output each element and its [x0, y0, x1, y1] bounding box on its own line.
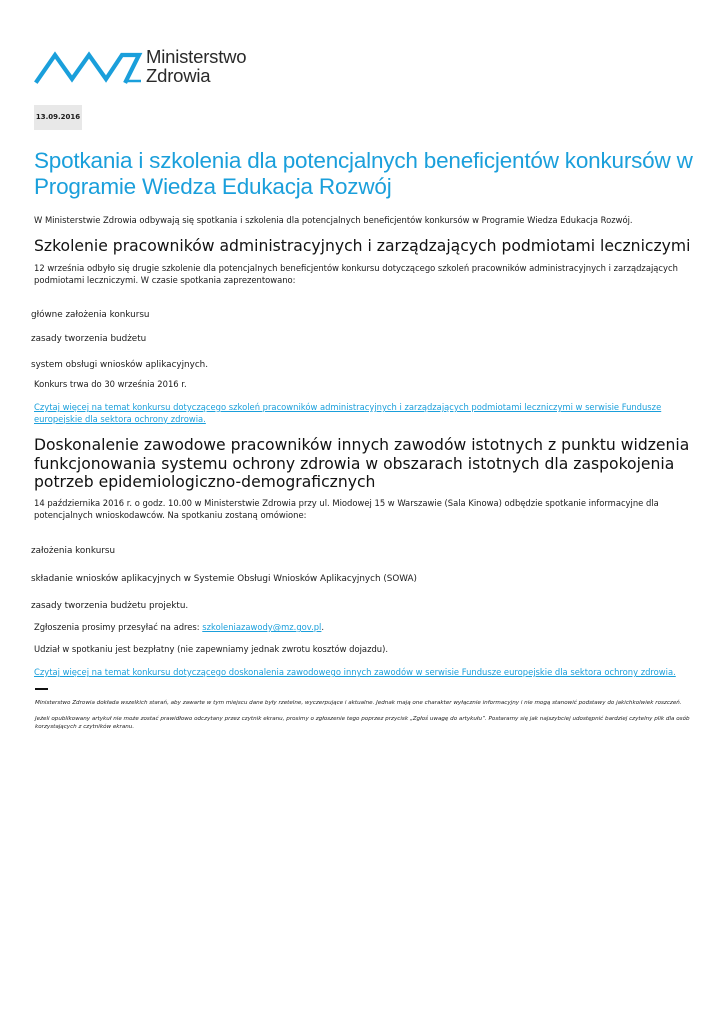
logo-line-1: Ministerstwo [146, 46, 247, 67]
logo-text [146, 47, 246, 85]
section2-contact [34, 622, 694, 634]
footer-accessibility-note: Jeżeli opublikowany artykuł nie może zostać prawidłowo odczytany przez czytnik ekranu, prosimy o zgłoszenie tego poprzez przycisk „Zgłoś uwagę do artykułu”. Postaramy się jak najszybciej udostępnić bardziej czytelny plik dla osób korzystających z czytników ekranu. [35, 716, 690, 730]
footer-separator [35, 688, 48, 690]
page-title: Spotkania i szkolenia dla potencjalnych beneficjentów konkursów w Programie Wiedza Edukacja Rozwój [34, 148, 693, 199]
contact-email-link[interactable]: szkoleniazawody@mz.gov.pl [202, 622, 322, 632]
intro-text: W Ministerstwie Zdrowia odbywają się spotkania i szkolenia dla potencjalnych beneficjentów konkursów w Programie Wiedza Edukacja Rozwój. [34, 215, 633, 225]
list-item: zasady tworzenia budżetu [31, 334, 147, 344]
logo-line-2: Zdrowia [146, 65, 211, 86]
section1-deadline: Konkurs trwa do 30 września 2016 r. [34, 379, 187, 389]
section1-read-more-link[interactable]: Czytaj więcej na temat konkursu dotyczącego szkoleń pracowników administracyjnych i zarządzających podmiotami leczniczymi w serwisie Fundusze europejskie dla sektora ochrony zdrowia. [34, 402, 662, 424]
section1-heading: Szkolenie pracowników administracyjnych i zarządzających podmiotami leczniczymi [34, 237, 691, 255]
list-item: zasady tworzenia budżetu projektu. [31, 601, 189, 611]
section2-text: 14 października 2016 r. o godz. 10.00 w Ministerstwie Zdrowia przy ul. Miodowej 15 w Warszawie (Sala Kinowa) odbędzie spotkanie informacyjne dla potencjalnych wnioskodawców. Na spotkaniu zostaną omówione: [34, 498, 659, 520]
section2-free-note: Udział w spotkaniu jest bezpłatny (nie zapewniamy jednak zwrotu kosztów dojazdu). [34, 644, 389, 654]
footer-disclaimer: Ministerstwo Zdrowia dokłada wszelkich starań, aby zawarte w tym miejscu dane były rzetelne, wyczerpujące i aktualne. Jednak mają one charakter wyłącznie informacyjny i nie mogą stanowić podstawy do jakichkolwiek roszczeń. [35, 700, 682, 706]
section2-read-more-link[interactable]: Czytaj więcej na temat konkursu dotyczącego doskonalenia zawodowego innych zawodów w serwisie Fundusze europejskie dla sektora ochrony zdrowia. [34, 667, 676, 677]
contact-suffix: . [321, 622, 325, 632]
list-item: system obsługi wniosków aplikacyjnych. [31, 360, 209, 370]
list-item: założenia konkursu [31, 546, 116, 556]
contact-prefix: Zgłoszenia prosimy przesyłać na adres: [34, 622, 203, 632]
section1-text: 12 września odbyło się drugie szkolenie dla potencjalnych beneficjentów konkursu dotyczącego szkoleń pracowników administracyjnych i zarządzających podmiotami leczniczymi. W czasie spotkania zaprezentowano: [34, 263, 678, 285]
ministry-logo [34, 47, 264, 87]
list-item: składanie wniosków aplikacyjnych w Systemie Obsługi Wniosków Aplikacyjnych (SOWA) [31, 574, 417, 584]
list-item: główne założenia konkursu [31, 310, 150, 320]
section2-heading: Doskonalenie zawodowe pracowników innych zawodów istotnych z punktu widzenia funkcjonowania systemu ochrony zdrowia w obszarach istotnych dla zaspokojenia potrzeb epidemiologiczno-demograficznych [34, 436, 690, 491]
mz-logo-icon [34, 47, 144, 87]
date-badge: 13.09.2016 [34, 105, 82, 130]
